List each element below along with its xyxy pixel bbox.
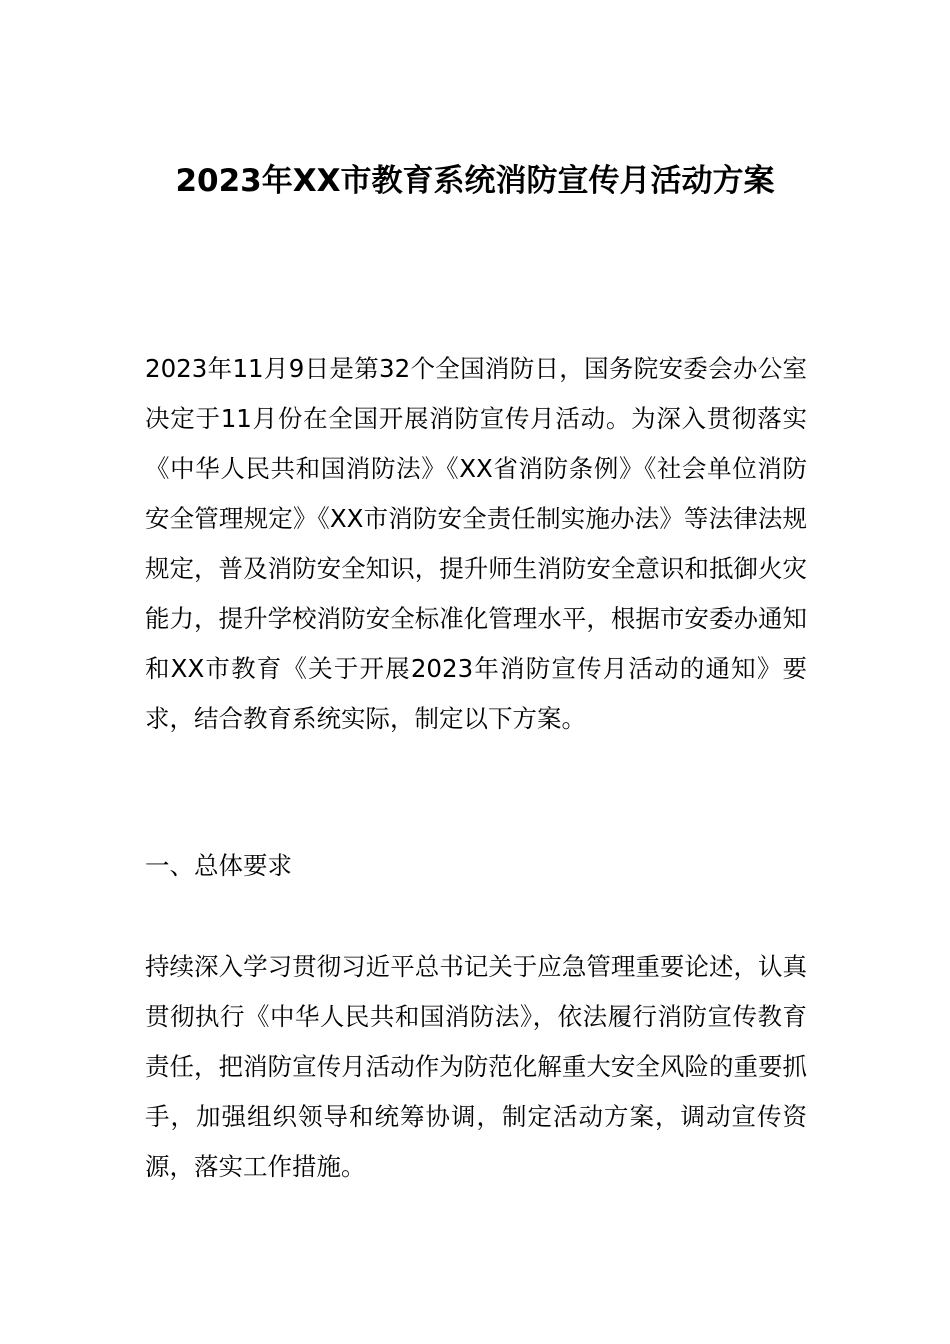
intro-paragraph: 2023年11月9日是第32个全国消防日，国务院安委会办公室决定于11月份在全国开展消防宣传月活动。为深入贯彻落实《中华人民共和国消防法》《XX省消防条例》《社会单位消防安全管理规定》《XX市消防安全责任制实施办法》等法律法规规定，普及消防安全知识，提升师生消防安全意识和抵御火灾能力，提升学校消防安全标准化管理水平，根据市安委办通知和XX市教育《关于开展2023年消防宣传月活动的通知》要求，结合教育系统实际，制定以下方案。 (145, 354, 807, 733)
section-heading-overall-requirements: 一、总体要求 (145, 851, 292, 880)
section-body-overall-requirements: 持续深入学习贯彻习近平总书记关于应急管理重要论述，认真贯彻执行《中华人民共和国消防法》，依法履行消防宣传教育责任，把消防宣传月活动作为防范化解重大安全风险的重要抓手，加强组织领导和统筹协调，制定活动方案，调动宣传资源，落实工作措施。 (145, 952, 807, 1181)
document-title: 2023年XX市教育系统消防宣传月活动方案 (175, 163, 775, 199)
